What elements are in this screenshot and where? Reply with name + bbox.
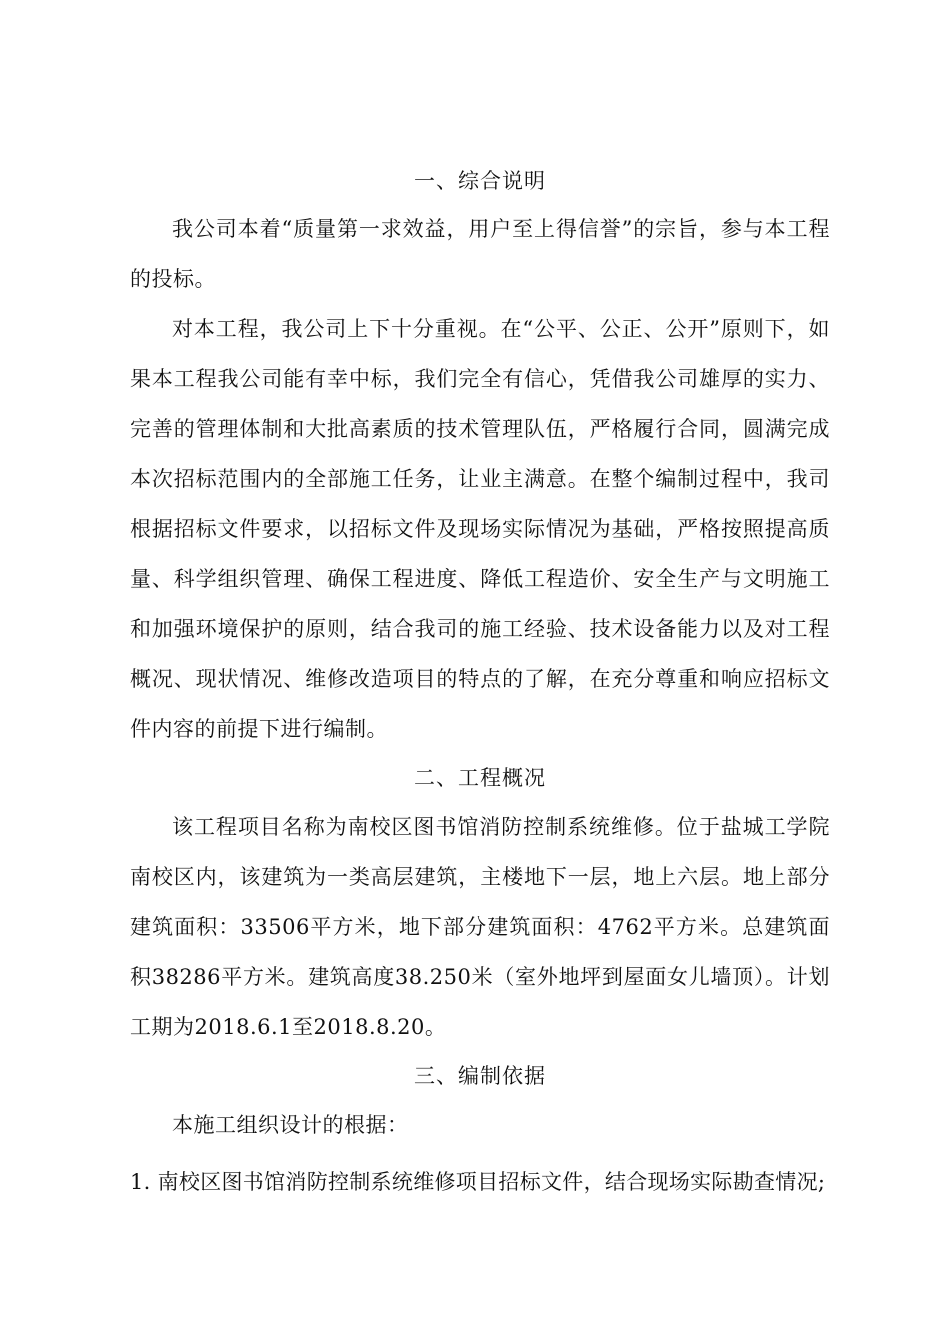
list-item-basis-1: 1. 南校区图书馆消防控制系统维修项目招标文件，结合现场实际勘查情况; xyxy=(130,1170,826,1194)
paragraph-project-description: 该工程项目名称为南校区图书馆消防控制系统维修。位于盐城工学院南校区内，该建筑为一类高层建筑，主楼地下一层，地上六层。地上部分建筑面积：33506平方米，地下部分建筑面积：4762平方米。总建筑面积38286平方米。建筑高度38.250米（室外地坪到屋面女儿墙顶）。计划工期为2018.6.1至2018.8.20。 xyxy=(130,815,830,1039)
paragraph-company-motto: 我公司本着“质量第一求效益，用户至上得信誉”的宗旨，参与本工程的投标。 xyxy=(130,217,830,291)
paragraph-commitment: 对本工程，我公司上下十分重视。在“公平、公正、公开”原则下，如果本工程我公司能有幸中标，我们完全有信心，凭借我公司雄厚的实力、完善的管理体制和大批高素质的技术管理队伍，严格履行合同，圆满完成本次招标范围内的全部施工任务，让业主满意。在整个编制过程中，我司根据招标文件要求，以招标文件及现场实际情况为基础，严格按照提高质量、科学组织管理、确保工程进度、降低工程造价、安全生产与文明施工和加强环境保护的原则，结合我司的施工经验、技术设备能力以及对工程概况、现状情况、维修改造项目的特点的了解，在充分尊重和响应招标文件内容的前提下进行编制。 xyxy=(130,317,830,741)
section-heading-basis: 三、编制依据 xyxy=(414,1064,546,1088)
section-heading-project: 二、工程概况 xyxy=(414,766,546,790)
paragraph-basis-intro: 本施工组织设计的根据： xyxy=(172,1113,409,1137)
section-heading-overview: 一、综合说明 xyxy=(414,169,546,193)
